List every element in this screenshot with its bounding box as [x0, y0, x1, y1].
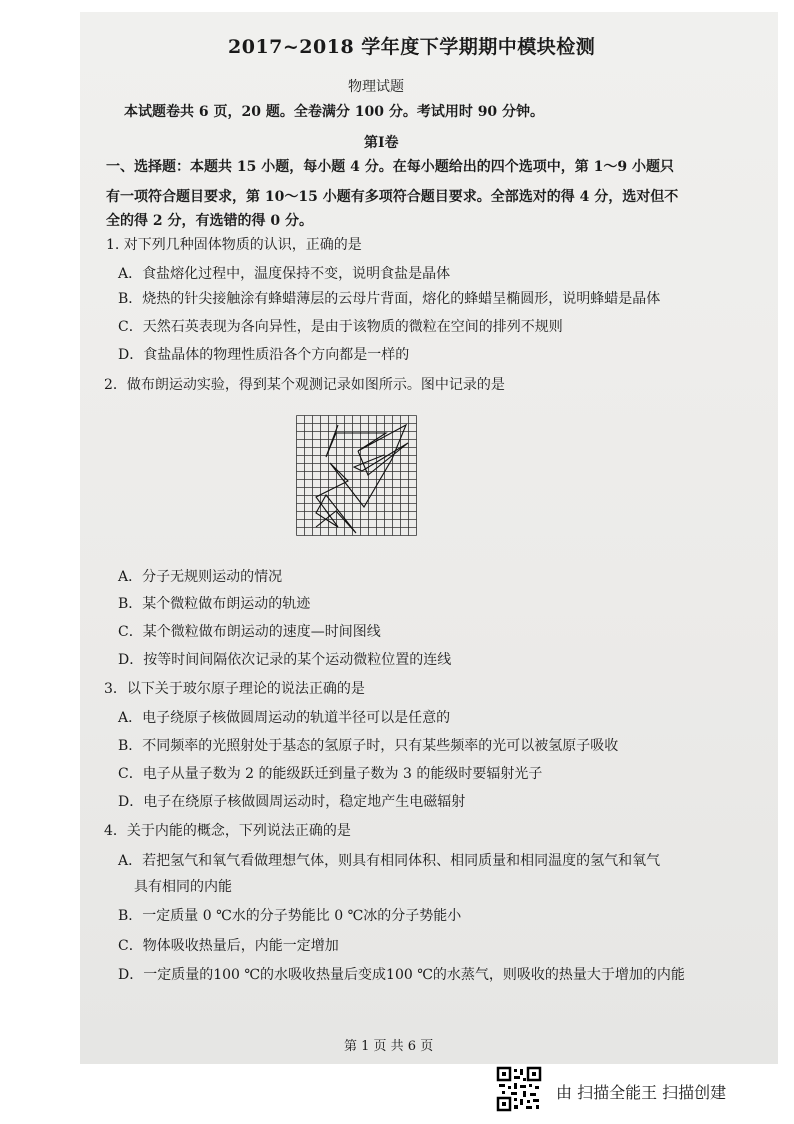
scanner-brand-label: 由 扫描全能王 扫描创建 [556, 1083, 727, 1102]
q3-option-a: A．电子绕原子核做圆周运动的轨道半径可以是任意的 [118, 710, 451, 726]
section-instructions-line1: 一、选择题：本题共 15 小题，每小题 4 分。在每小题给出的四个选项中，第 1～9 小题只 [106, 159, 674, 175]
brownian-motion-figure [296, 415, 417, 536]
q2-stem: 2．做布朗运动实验，得到某个观测记录如图所示。图中记录的是 [104, 377, 505, 393]
q2-option-b: B．某个微粒做布朗运动的轨迹 [118, 596, 311, 612]
exam-title: 2017~2018 学年度下学期期中模块检测 [228, 36, 596, 58]
q4-option-a-line1: A．若把氢气和氧气看做理想气体，则具有相同体积、相同质量和相同温度的氢气和氧气 [118, 853, 661, 869]
q3-option-d: D．电子在绕原子核做圆周运动时，稳定地产生电磁辐射 [118, 794, 466, 810]
q4-option-d: D．一定质量的100 ℃的水吸收热量后变成100 ℃的水蒸气，则吸收的热量大于增加的内能 [118, 967, 685, 983]
qr-code-icon [496, 1066, 542, 1112]
q4-option-c: C．物体吸收热量后，内能一定增加 [118, 938, 339, 954]
q4-option-b: B．一定质量 0 ℃水的分子势能比 0 ℃冰的分子势能小 [118, 908, 462, 924]
q1-option-d: D．食盐晶体的物理性质沿各个方向都是一样的 [118, 347, 410, 363]
q1-option-c: C．天然石英表现为各向异性，是由于该物质的微粒在空间的排列不规则 [118, 319, 563, 335]
q4-option-a-line2: 具有相同的内能 [134, 879, 232, 895]
section-instructions-line2: 有一项符合题目要求，第 10～15 小题有多项符合题目要求。全部选对的得 4 分，选对但不 [106, 189, 679, 205]
q3-stem: 3．以下关于玻尔原子理论的说法正确的是 [104, 681, 365, 697]
exam-info: 本试题卷共 6 页，20 题。全卷满分 100 分。考试用时 90 分钟。 [124, 104, 545, 120]
q2-option-d: D．按等时间间隔依次记录的某个运动微粒位置的连线 [118, 652, 452, 668]
exam-subtitle: 物理试题 [348, 79, 404, 95]
q1-stem: 1. 对下列几种固体物质的认识，正确的是 [106, 237, 362, 253]
q1-option-b: B．烧热的针尖接触涂有蜂蜡薄层的云母片背面，熔化的蜂蜡呈椭圆形，说明蜂蜡是晶体 [118, 291, 661, 307]
q3-option-b: B．不同频率的光照射处于基态的氢原子时，只有某些频率的光可以被氢原子吸收 [118, 738, 619, 754]
volume-label: 第Ⅰ卷 [364, 135, 399, 151]
section-instructions-line3: 全的得 2 分，有选错的得 0 分。 [106, 213, 313, 229]
page-number: 第 1 页 共 6 页 [344, 1039, 434, 1054]
q2-option-a: A．分子无规则运动的情况 [118, 569, 283, 585]
q4-stem: 4．关于内能的概念，下列说法正确的是 [104, 823, 351, 839]
q3-option-c: C．电子从量子数为 2 的能级跃迁到量子数为 3 的能级时要辐射光子 [118, 766, 543, 782]
q2-option-c: C．某个微粒做布朗运动的速度—时间图线 [118, 624, 381, 640]
q1-option-a: A．食盐熔化过程中，温度保持不变，说明食盐是晶体 [118, 266, 451, 282]
